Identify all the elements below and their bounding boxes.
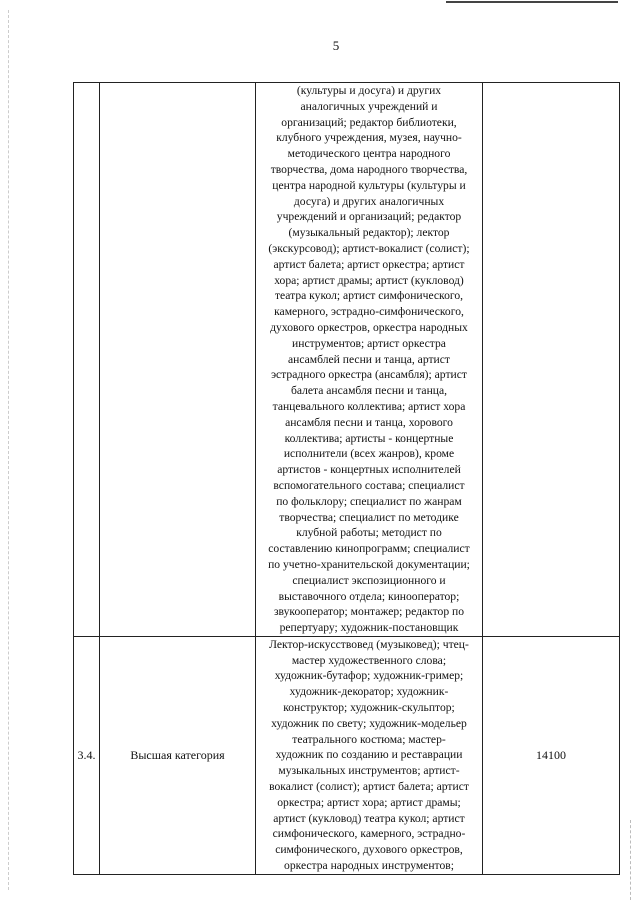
position-line: музыкальных инструментов; артист- [278, 764, 460, 778]
position-line: составлению кинопрограмм; специалист [268, 542, 470, 556]
position-line: танцевального коллектива; артист хора [272, 399, 466, 413]
row-number-cell [74, 83, 100, 637]
position-line: звукооператор; монтажер; редактор по [273, 605, 465, 619]
salary-table [73, 82, 620, 875]
position-line: коллектива; артисты - концертные [284, 431, 454, 445]
position-line: досуга) и других аналогичных [293, 194, 445, 208]
position-line: театра кукол; артист симфонического, [274, 289, 464, 303]
position-line: клубной работы; методист по [296, 526, 442, 540]
scan-edge-left [8, 10, 10, 890]
position-line: методического центра народного [287, 147, 451, 161]
positions-cell [256, 83, 483, 637]
position-line: (экскурсовод); артист-вокалист (солист); [268, 241, 470, 255]
position-line: оркестра; артист хора; артист драмы; [277, 795, 461, 809]
position-line: ансамбля песни и танца, хорового [285, 415, 453, 429]
position-line: по фольклору; специалист по жанрам [276, 494, 462, 508]
positions-text [256, 637, 482, 874]
position-line: исполнители (всех жанров), кроме [283, 447, 455, 461]
position-line: Лектор-искусствовед (музыковед); чтец- [269, 637, 469, 651]
position-line: по учетно-хранительской документации; [268, 557, 470, 571]
position-line: камерного, эстрадно-симфонического, [274, 305, 464, 319]
position-line: симфонического, духового оркестров, [275, 843, 463, 857]
position-line: конструктор; художник-скульптор; [283, 701, 455, 715]
position-line: артистов - концертных исполнителей [277, 463, 461, 477]
header-rule [446, 1, 618, 3]
table-row [74, 83, 620, 637]
position-line: клубного учреждения, музея, научно- [276, 131, 462, 145]
position-line: артист балета; артист оркестра; артист [273, 257, 465, 271]
position-line: творчества; специалист по методике [279, 510, 459, 524]
category-cell: Высшая категория [100, 636, 256, 874]
positions-cell [256, 636, 483, 874]
position-line: аналогичных учреждений и [300, 99, 438, 113]
position-line: инструментов; артист оркестра [292, 336, 446, 350]
table-row [74, 636, 620, 874]
scan-edge-right [630, 820, 632, 900]
page-number: 5 [332, 38, 340, 53]
position-line: центра народной культуры (культуры и [272, 178, 466, 192]
position-line: (культуры и досуга) и других [296, 84, 442, 97]
position-line: специалист экспозиционного и [292, 573, 446, 587]
position-line: творчества, дома народного творчества, [270, 162, 468, 176]
position-line: художник по свету; художник-модельер [271, 716, 467, 730]
position-line: артист (кукловод) театра кукол; артист [273, 811, 465, 825]
position-line: оркестра народных инструментов; [284, 859, 454, 873]
positions-text [256, 83, 482, 636]
position-line: художник-декоратор; художник- [289, 685, 449, 699]
position-line: вокалист (солист); артист балета; артист [269, 780, 469, 794]
position-line: организаций; редактор библиотеки, [281, 115, 457, 129]
position-line: симфонического, камерного, эстрадно- [272, 827, 466, 841]
position-line: художник по созданию и реставрации [275, 748, 463, 762]
position-line: выставочного отдела; кинооператор; [278, 589, 460, 603]
salary-cell: 14100 [483, 636, 620, 874]
position-line: ансамблей песни и танца, артист [288, 352, 450, 366]
salary-cell [483, 83, 620, 637]
row-number-cell: 3.4. [74, 636, 100, 874]
position-line: балета ансамбля песни и танца, [290, 384, 448, 398]
position-line: учреждений и организаций; редактор [276, 210, 462, 224]
position-line: (музыкальный редактор); лектор [288, 226, 450, 240]
position-line: хора; артист драмы; артист (кукловод) [274, 273, 464, 287]
category-cell [100, 83, 256, 637]
position-line: художник-бутафор; художник-гример; [274, 669, 464, 683]
position-line: мастер художественного слова; [291, 653, 447, 667]
position-line: театрального костюма; мастер- [292, 732, 446, 746]
position-line: репертуару; художник-постановщик [279, 621, 459, 635]
position-line: духового оркестров, оркестра народных [270, 320, 468, 334]
position-line: вспомогательного состава; специалист [273, 478, 465, 492]
position-line: эстрадного оркестра (ансамбля); артист [271, 368, 467, 382]
